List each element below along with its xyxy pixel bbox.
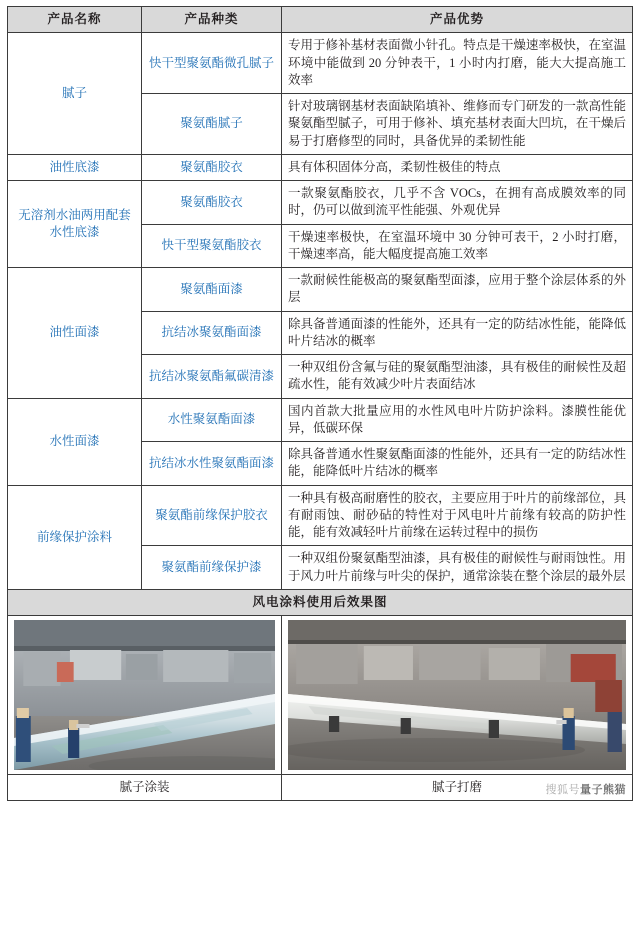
photo-cell-left [8, 616, 282, 775]
cell-advantage: 除具备普通水性聚氨酯面漆的性能外，还具有一定的防结冰性能，能降低叶片结冰的概率 [282, 442, 633, 486]
cell-category: 无溶剂水油两用配套水性底漆 [8, 181, 142, 268]
photo-cell-right [282, 616, 633, 775]
column-header-product-type: 产品种类 [142, 7, 282, 33]
table-row [8, 268, 633, 312]
cell-type: 聚氨酯前缘保护胶衣 [142, 485, 282, 546]
cell-type: 水性聚氨酯面漆 [142, 398, 282, 442]
table-header-row [8, 7, 633, 33]
watermark-name: 量子熊猫 [580, 784, 626, 797]
cell-type: 聚氨酯胶衣 [142, 181, 282, 225]
cell-advantage: 除具备普通面漆的性能外，还具有一定的防结冰性能，能降低叶片结冰的概率 [282, 311, 633, 355]
table-body [8, 33, 633, 801]
blade-sanding-photo [288, 620, 626, 770]
gallery-photo-row [8, 616, 633, 775]
cell-category: 油性面漆 [8, 268, 142, 399]
cell-advantage: 一种双组份聚氨酯型油漆，具有极佳的耐候性与耐雨蚀性。用于风力叶片前缘与叶尖的保护，通常涂装在整个涂层的最外层 [282, 546, 633, 590]
table-row [8, 154, 633, 180]
cell-advantage: 专用于修补基材表面微小针孔。特点是干燥速率极快，在室温环境中能做到 20 分钟表干，1 小时内打磨，能大大提高施工效率 [282, 33, 633, 94]
cell-advantage: 国内首款大批量应用的水性风电叶片防护涂料。漆膜性能优异，低碳环保 [282, 398, 633, 442]
cell-type: 抗结冰水性聚氨酯面漆 [142, 442, 282, 486]
cell-type: 聚氨酯面漆 [142, 268, 282, 312]
cell-advantage: 干燥速率极快，在室温环境中 30 分钟可表干，2 小时打磨，干燥速率高，能大幅度提高施工效率 [282, 224, 633, 268]
gallery-band-row [8, 589, 633, 615]
cell-advantage: 一款聚氨酯胶衣，几乎不含 VOCs，在拥有高成膜效率的同时，仍可以做到流平性能强、外观优异 [282, 181, 633, 225]
product-table [7, 6, 633, 801]
cell-advantage: 针对玻璃钢基材表面缺陷填补、维修而专门研发的一款高性能聚氨酯型腻子，可用于修补、填充基材表面大凹坑，在干燥后易于打磨修型的同时，具备优异的柔韧性能 [282, 94, 633, 155]
table-header [8, 7, 633, 33]
cell-category: 油性底漆 [8, 154, 142, 180]
cell-type: 聚氨酯前缘保护漆 [142, 546, 282, 590]
cell-category: 腻子 [8, 33, 142, 155]
photo-caption-right-text: 腻子打磨 [431, 780, 482, 794]
cell-type: 抗结冰聚氨酯面漆 [142, 311, 282, 355]
gallery-band-title: 风电涂料使用后效果图 [8, 589, 633, 615]
cell-type: 快干型聚氨酯微孔腻子 [142, 33, 282, 94]
cell-advantage: 一种具有极高耐磨性的胶衣，主要应用于叶片的前缘部位，具有耐雨蚀、耐砂砧的特性对于风电叶片前缘有较高的防护性能，能有效减轻叶片前缘在运转过程中的损伤 [282, 485, 633, 546]
cell-type: 聚氨酯腻子 [142, 94, 282, 155]
cell-type: 快干型聚氨酯胶衣 [142, 224, 282, 268]
blade-puttying-photo [14, 620, 275, 770]
column-header-product-advantage: 产品优势 [282, 7, 633, 33]
document-page [0, 6, 640, 927]
photo-caption-left: 腻子涂装 [8, 775, 282, 801]
cell-type: 聚氨酯胶衣 [142, 154, 282, 180]
cell-category: 水性面漆 [8, 398, 142, 485]
table-row [8, 485, 633, 546]
table-row [8, 181, 633, 225]
cell-category: 前缘保护涂料 [8, 485, 142, 589]
cell-advantage: 一款耐候性能极高的聚氨酯型面漆，应用于整个涂层体系的外层 [282, 268, 633, 312]
watermark-prefix: 搜狐号 [545, 784, 580, 797]
table-row [8, 33, 633, 94]
gallery-caption-row [8, 775, 633, 801]
watermark [546, 783, 627, 798]
photo-caption-right [282, 775, 633, 801]
column-header-product-name: 产品名称 [8, 7, 142, 33]
table-row [8, 398, 633, 442]
cell-advantage: 一种双组份含氟与硅的聚氨酯型油漆，具有极佳的耐候性及超疏水性，能有效减少叶片表面结冰 [282, 355, 633, 399]
cell-type: 抗结冰聚氨酯氟碳清漆 [142, 355, 282, 399]
cell-advantage: 具有体积固体分高，柔韧性极佳的特点 [282, 154, 633, 180]
